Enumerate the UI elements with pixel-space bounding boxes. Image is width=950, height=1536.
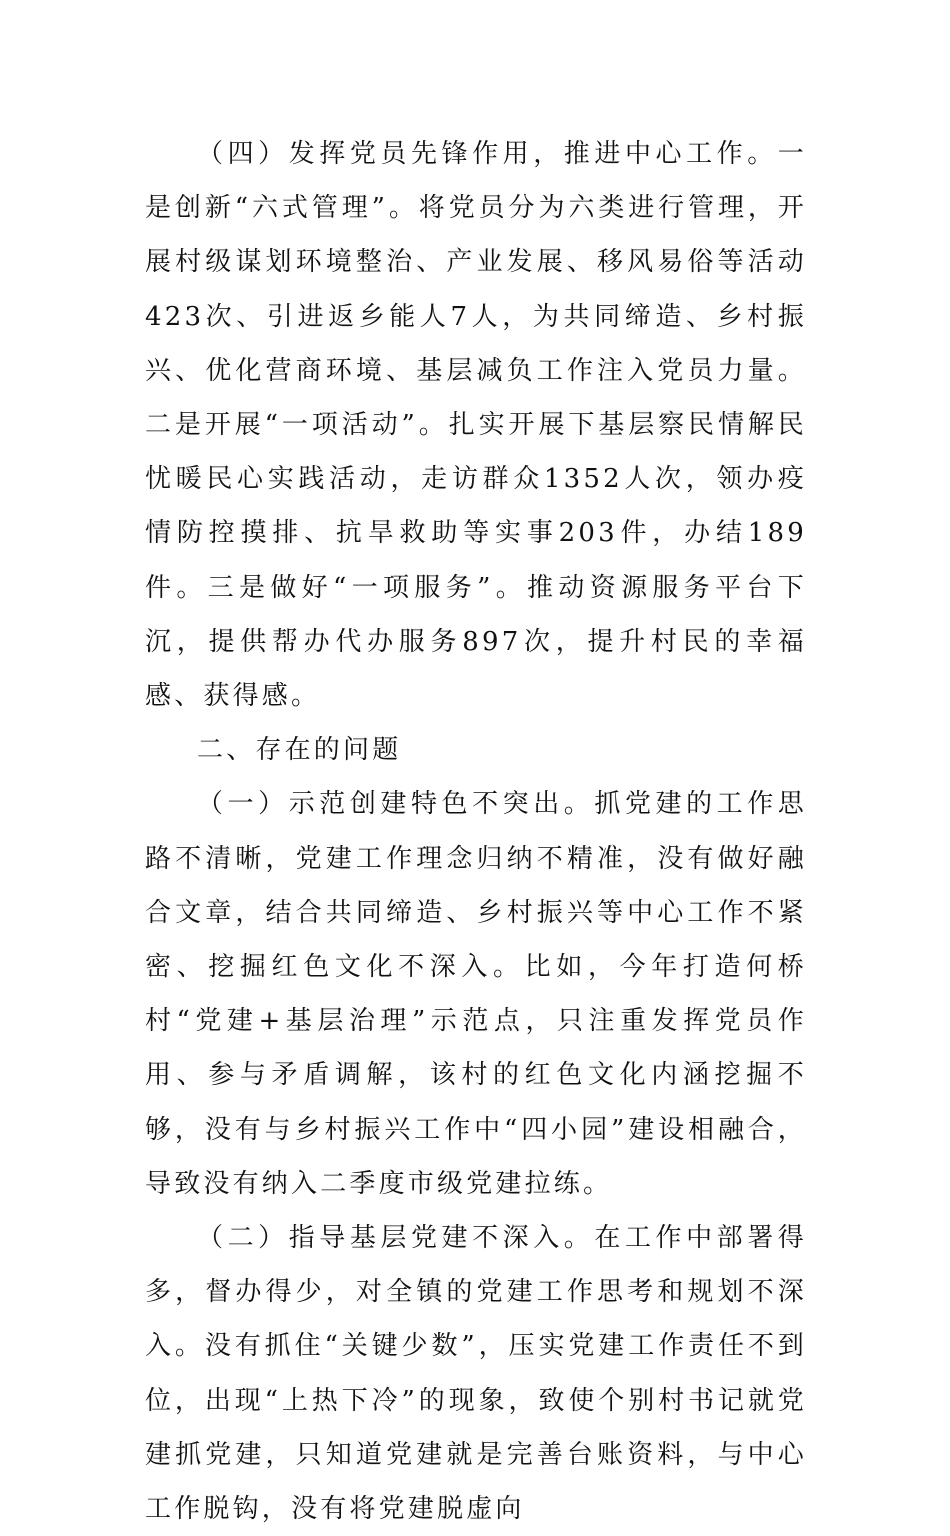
- section-heading-existing-problems: 二、存在的问题: [197, 735, 402, 766]
- paragraph-problem-guidance: （二）指导基层党建不深入。在工作中部署得多，督办得少，对全镇的党建工作思考和规划不深入。没有抓住“关键少数”，压实党建工作责任不到位，出现“上热下冷”的现象，致使个别村书记就党建抓党建，只知道党建就是完善台账资料，与中心工作脱钩，没有将党建脱虚向: [145, 1223, 807, 1525]
- paragraph-problem-demonstration: （一）示范创建特色不突出。抓党建的工作思路不清晰，党建工作理念归纳不精准，没有做好融合文章，结合共同缔造、乡村振兴等中心工作不紧密、挖掘红色文化不深入。比如，今年打造何桥村“党建+基层治理”示范点，只注重发挥党员作用、参与矛盾调解，该村的红色文化内涵挖掘不够，没有与乡村振兴工作中“四小园”建设相融合，导致没有纳入二季度市级党建拉练。: [145, 789, 807, 1199]
- document-body: [145, 127, 807, 1536]
- paragraph-party-member-vanguard: （四）发挥党员先锋作用，推进中心工作。一是创新“六式管理”。将党员分为六类进行管理，开展村级谋划环境整治、产业发展、移风易俗等活动423次、引进返乡能人7人，为共同缔造、乡村振兴、优化营商环境、基层减负工作注入党员力量。二是开展“一项活动”。扎实开展下基层察民情解民忧暖民心实践活动，走访群众1352人次，领办疫情防控摸排、抗旱救助等实事203件，办结189件。三是做好“一项服务”。推动资源服务平台下沉，提供帮办代办服务897次，提升村民的幸福感、获得感。: [145, 139, 807, 712]
